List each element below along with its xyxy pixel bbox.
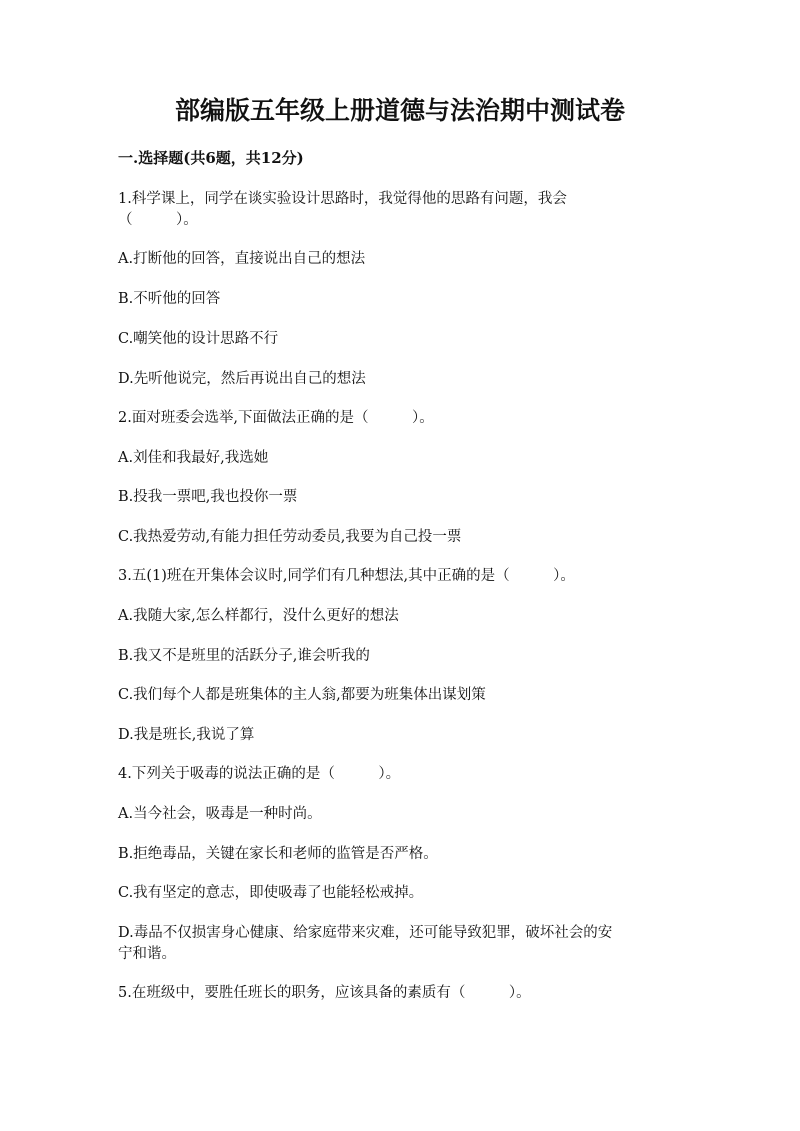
question-1-option-d: D.先听他说完，然后再说出自己的想法 xyxy=(118,371,366,387)
question-1-option-b: B.不听他的回答 xyxy=(118,291,221,307)
question-2-option-a: A.刘佳和我最好,我选她 xyxy=(118,450,269,466)
question-1-option-a: A.打断他的回答，直接说出自己的想法 xyxy=(118,251,366,267)
question-5-stem: 5.在班级中，要胜任班长的职务，应该具备的素质有（ ）。 xyxy=(118,985,531,1001)
question-4-option-d-continued: 宁和谐。 xyxy=(118,946,176,962)
question-2-option-c: C.我热爱劳动,有能力担任劳动委员,我要为自己投一票 xyxy=(118,529,462,545)
question-1-option-c: C.嘲笑他的设计思路不行 xyxy=(118,331,279,347)
question-3-stem: 3.五(1)班在开集体会议时,同学们有几种想法,其中正确的是（ ）。 xyxy=(118,568,575,584)
question-3-option-c: C.我们每个人都是班集体的主人翁,都要为班集体出谋划策 xyxy=(118,687,486,703)
question-2-stem: 2.面对班委会选举,下面做法正确的是（ ）。 xyxy=(118,410,434,426)
question-4-option-d: D.毒品不仅损害身心健康、给家庭带来灾难，还可能导致犯罪，破坏社会的安 xyxy=(118,925,613,941)
question-3-option-d: D.我是班长,我说了算 xyxy=(118,727,255,743)
question-4-option-a: A.当今社会，吸毒是一种时尚。 xyxy=(118,806,322,822)
question-1-stem-blank: （ ）。 xyxy=(118,212,198,228)
question-4-option-b: B.拒绝毒品，关键在家长和老师的监管是否严格。 xyxy=(118,846,438,862)
question-4-stem: 4.下列关于吸毒的说法正确的是（ ）。 xyxy=(118,766,401,782)
question-2-option-b: B.投我一票吧,我也投你一票 xyxy=(118,489,298,505)
page-title: 部编版五年级上册道德与法治期中测试卷 xyxy=(174,96,625,125)
section-heading: 一.选择题(共6题，共12分) xyxy=(118,149,304,167)
question-1-stem: 1.科学课上，同学在谈实验设计思路时，我觉得他的思路有问题，我会 xyxy=(118,191,567,207)
question-4-option-c: C.我有坚定的意志，即使吸毒了也能轻松戒掉。 xyxy=(118,885,424,901)
question-3-option-b: B.我又不是班里的活跃分子,谁会听我的 xyxy=(118,648,370,664)
question-3-option-a: A.我随大家,怎么样都行，没什么更好的想法 xyxy=(118,608,399,624)
